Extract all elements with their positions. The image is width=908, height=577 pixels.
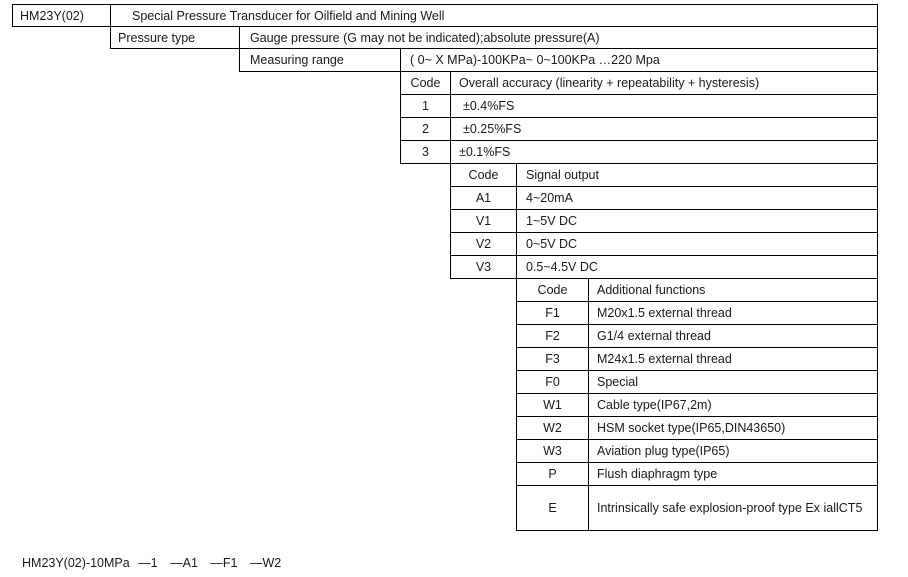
function-code: F3 <box>545 352 560 366</box>
function-code-cell <box>516 324 589 348</box>
signal-code-header-text: Code <box>468 168 499 182</box>
function-code: W3 <box>543 444 562 458</box>
signal-code: A1 <box>475 191 492 205</box>
function-value: G1/4 external thread <box>597 329 711 343</box>
signal-value: 0.5~4.5V DC <box>526 260 598 274</box>
measuring-range-label-cell <box>239 48 401 72</box>
signal-code-cell <box>450 186 517 210</box>
signal-value: 1~5V DC <box>526 214 578 228</box>
functions-code-header-text: Code <box>537 283 568 297</box>
accuracy-title-cell <box>450 71 878 95</box>
example-thread-part: —F1 <box>210 556 238 570</box>
model-code: HM23Y(02) <box>20 8 84 23</box>
signal-value-cell <box>516 186 878 210</box>
function-value: Special <box>597 375 638 389</box>
accuracy-code-header-text: Code <box>410 76 441 90</box>
example-signal-part: —A1 <box>170 556 198 570</box>
signal-value-cell <box>516 255 878 279</box>
pressure-type-value: Gauge pressure (G may not be indicated);absolute pressure(A) <box>250 30 600 45</box>
accuracy-value-cell <box>450 94 878 118</box>
signal-title: Signal output <box>526 168 599 182</box>
function-code: F1 <box>545 306 560 320</box>
function-value: Flush diaphragm type <box>597 467 718 481</box>
function-code: F0 <box>545 375 560 389</box>
function-value-cell <box>588 439 878 463</box>
measuring-range-value: ( 0~ X MPa)-100KPa~ 0~100KPa …220 Mpa <box>410 53 660 67</box>
function-value: Cable type(IP67,2m) <box>597 398 712 412</box>
functions-code-header <box>516 278 589 302</box>
signal-code-header <box>450 163 517 187</box>
accuracy-value: ±0.4%FS <box>463 99 515 113</box>
accuracy-value-cell <box>450 140 878 164</box>
measuring-range-value-cell <box>400 48 878 72</box>
measuring-range-label: Measuring range <box>250 53 344 67</box>
signal-value-cell <box>516 232 878 256</box>
signal-value: 4~20mA <box>526 191 573 205</box>
function-value: M24x1.5 external thread <box>597 352 732 366</box>
function-code-cell <box>516 370 589 394</box>
function-value-cell <box>588 301 878 325</box>
model-code-cell <box>12 4 111 27</box>
ordering-example <box>22 556 281 570</box>
product-title: Special Pressure Transducer for Oilfield and Mining Well <box>132 8 445 23</box>
function-code-cell <box>516 439 589 463</box>
function-value: Intrinsically safe explosion-proof type Ex iallCT5 <box>597 501 863 515</box>
signal-code: V2 <box>475 237 492 251</box>
signal-code-cell <box>450 232 517 256</box>
accuracy-value: ±0.25%FS <box>463 122 522 136</box>
function-value: M20x1.5 external thread <box>597 306 732 320</box>
pressure-type-value-cell <box>239 26 878 49</box>
function-code: P <box>548 467 557 481</box>
accuracy-title: Overall accuracy (linearity + repeatability + hysteresis) <box>459 76 760 90</box>
accuracy-code: 1 <box>422 99 429 113</box>
function-code-cell <box>516 485 589 531</box>
signal-value: 0~5V DC <box>526 237 578 251</box>
function-code-cell <box>516 462 589 486</box>
function-code-cell <box>516 393 589 417</box>
signal-code: V1 <box>475 214 492 228</box>
function-code: W2 <box>543 421 562 435</box>
signal-code-cell <box>450 255 517 279</box>
function-value-cell <box>588 370 878 394</box>
function-value-cell <box>588 462 878 486</box>
function-value: Aviation plug type(IP65) <box>597 444 730 458</box>
functions-title: Additional functions <box>597 283 706 297</box>
example-accuracy-part: —1 <box>138 556 158 570</box>
accuracy-code: 3 <box>422 145 429 159</box>
accuracy-value: ±0.1%FS <box>459 145 511 159</box>
function-value-cell <box>588 416 878 440</box>
function-value-cell <box>588 324 878 348</box>
example-connection-part: —W2 <box>249 556 282 570</box>
example-model: HM23Y(02)-10MPa <box>22 556 130 570</box>
accuracy-code-header <box>400 71 451 95</box>
pressure-type-label-cell <box>110 26 240 49</box>
function-code: F2 <box>545 329 560 343</box>
product-title-cell <box>110 4 878 27</box>
function-code-cell <box>516 347 589 371</box>
accuracy-code: 2 <box>422 122 429 136</box>
pressure-type-label: Pressure type <box>118 30 196 45</box>
signal-value-cell <box>516 209 878 233</box>
function-value-cell <box>588 485 878 531</box>
accuracy-value-cell <box>450 117 878 141</box>
accuracy-code-cell <box>400 94 451 118</box>
function-value-cell <box>588 347 878 371</box>
signal-code: V3 <box>475 260 492 274</box>
signal-code-cell <box>450 209 517 233</box>
functions-title-cell <box>588 278 878 302</box>
accuracy-code-cell <box>400 140 451 164</box>
function-code-cell <box>516 416 589 440</box>
function-code: W1 <box>543 398 562 412</box>
function-code-cell <box>516 301 589 325</box>
function-value-cell <box>588 393 878 417</box>
function-code: E <box>548 501 557 515</box>
signal-title-cell <box>516 163 878 187</box>
accuracy-code-cell <box>400 117 451 141</box>
function-value: HSM socket type(IP65,DIN43650) <box>597 421 786 435</box>
